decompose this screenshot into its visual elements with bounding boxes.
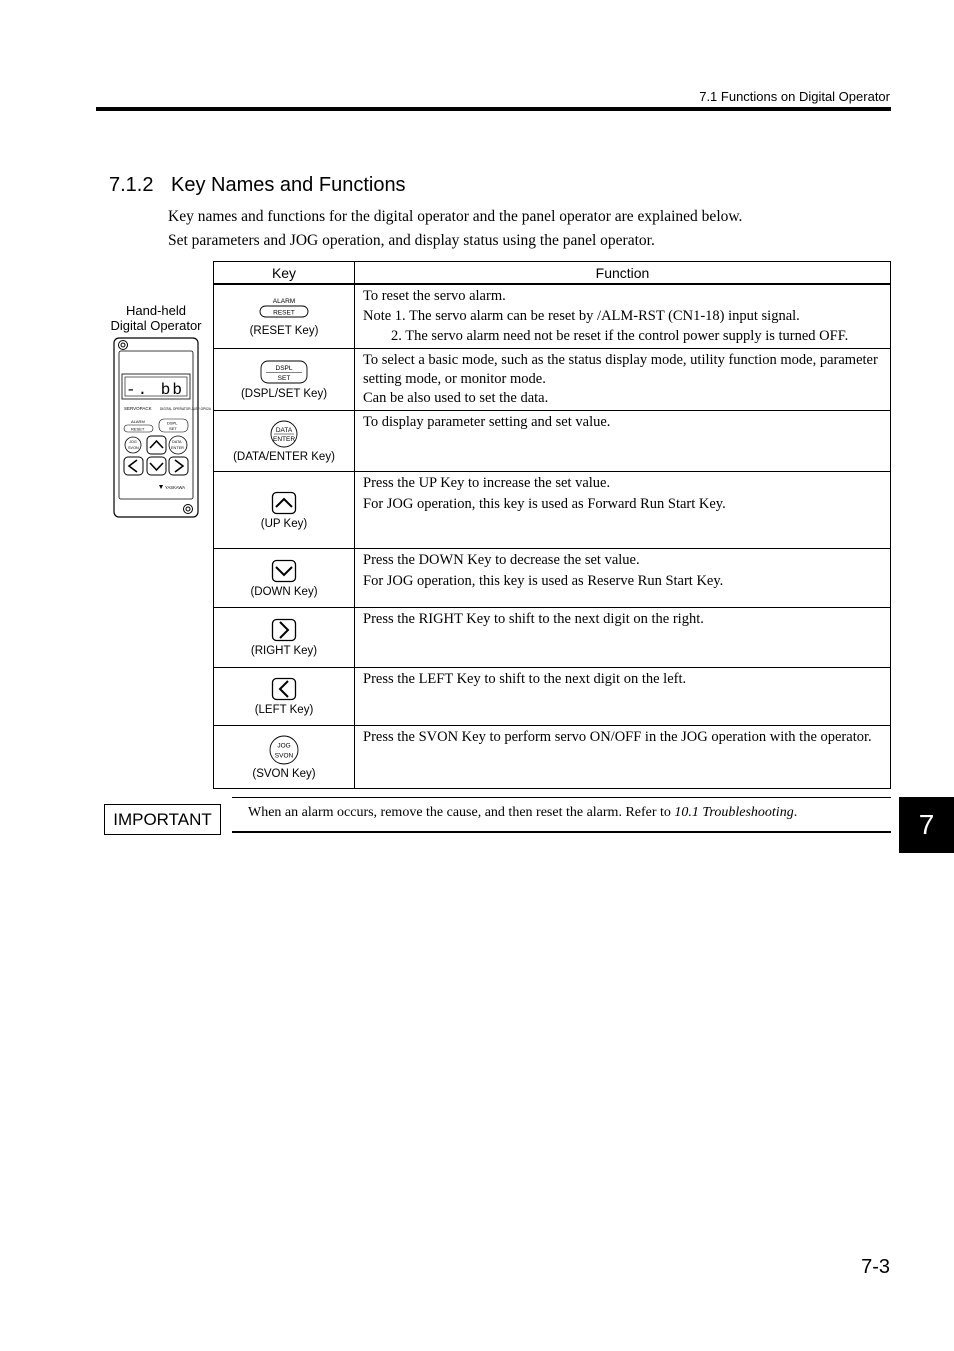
data-key-bottom-label: ENTER — [272, 435, 296, 443]
key-caption-data-enter: (DATA/ENTER Key) — [233, 450, 335, 463]
table-row-down — [214, 549, 891, 608]
important-text-after: . — [793, 805, 798, 820]
device-display-text: -. bb — [126, 381, 185, 399]
important-text-before: When an alarm occurs, remove the cause, and then reset the alarm. Refer to — [248, 805, 675, 820]
function-text: Press the DOWN Key to decrease the set value. — [363, 552, 640, 568]
key-function-table — [213, 261, 891, 789]
function-text: Can be also used to set the data. — [363, 390, 549, 406]
section-heading — [109, 174, 406, 197]
reset-key-bottom-label: RESET — [273, 309, 295, 317]
table-row-left — [214, 668, 891, 726]
function-cell-data-enter — [355, 411, 891, 472]
device-label-svon: SVON — [128, 446, 139, 450]
function-text: For JOG operation, this key is used as Reserve Run Start Key. — [363, 573, 724, 589]
device-label-reset: RESET — [131, 426, 145, 432]
data-enter-key-icon — [267, 420, 301, 448]
function-text: Press the RIGHT Key to shift to the next digit on the right. — [363, 611, 704, 627]
key-caption-left: (LEFT Key) — [254, 704, 314, 716]
function-cell-reset — [355, 284, 891, 349]
function-cell-right — [355, 608, 891, 668]
key-cell-left — [214, 668, 355, 726]
key-cell-down — [214, 549, 355, 608]
function-text: To select a basic mode, such as the status display mode, utility function mode, parameter setting mode, or monitor mode. — [363, 352, 878, 387]
device-label-data: DATA — [172, 440, 182, 444]
device-label-jog: JOG — [129, 440, 137, 444]
section-title: Key Names and Functions — [171, 174, 406, 196]
function-cell-svon — [355, 726, 891, 789]
intro-line-1: Key names and functions for the digital operator and the panel operator are explained below. — [168, 208, 743, 225]
page-number: 7-3 — [861, 1256, 890, 1278]
key-caption-right: (RIGHT Key) — [250, 645, 318, 657]
key-cell-data-enter — [214, 411, 355, 472]
important-rule-top — [232, 797, 891, 798]
svon-key-bottom-label: SVON — [274, 752, 294, 759]
table-row-svon — [214, 726, 891, 789]
function-cell-down — [355, 549, 891, 608]
left-key-icon — [271, 677, 297, 701]
header-key: Key — [214, 262, 355, 285]
jog-svon-key-icon — [267, 735, 301, 765]
chapter-tab: 7 — [899, 797, 954, 853]
running-header: 7.1 Functions on Digital Operator — [699, 89, 890, 104]
dspl-key-top-label: DSPL — [275, 365, 293, 372]
device-label-alarm: ALARM — [131, 419, 145, 424]
device-label-servopack: SERVOPACK — [124, 406, 152, 411]
table-row-data-enter — [214, 411, 891, 472]
key-caption-up: (UP Key) — [260, 517, 308, 530]
device-caption-line-1: Hand-held — [126, 303, 186, 318]
important-rule-bottom — [232, 831, 891, 833]
header-function: Function — [355, 262, 891, 285]
data-key-top-label: DATA — [275, 426, 293, 434]
alarm-reset-key-icon — [257, 296, 311, 322]
function-text: To reset the servo alarm. — [363, 288, 506, 304]
key-cell-up — [214, 472, 355, 549]
dspl-key-bottom-label: SET — [277, 375, 291, 382]
important-label: IMPORTANT — [104, 804, 221, 835]
device-label-dspl: DSPL — [167, 420, 178, 426]
header-rule — [96, 107, 891, 111]
table-row-up — [214, 472, 891, 549]
important-note — [248, 805, 797, 821]
table-row-dspl-set — [214, 349, 891, 411]
down-key-icon — [271, 559, 297, 583]
function-text: For JOG operation, this key is used as Forward Run Start Key. — [363, 496, 726, 512]
function-text: Press the LEFT Key to shift to the next digit on the left. — [363, 671, 687, 687]
key-cell-right — [214, 608, 355, 668]
intro-line-2: Set parameters and JOG operation, and display status using the panel operator. — [168, 232, 655, 249]
up-key-icon — [271, 491, 297, 515]
right-key-icon — [271, 618, 297, 642]
function-cell-dspl-set — [355, 349, 891, 411]
device-brand: YASKAWA — [165, 485, 186, 490]
key-caption-dspl-set: (DSPL/SET Key) — [240, 388, 328, 400]
device-label-set: SET — [169, 426, 177, 431]
key-cell-svon — [214, 726, 355, 789]
troubleshooting-reference: 10.1 Troubleshooting — [674, 805, 794, 820]
key-cell-reset — [214, 284, 355, 349]
table-row-reset — [214, 284, 891, 349]
device-label-enter: ENTER — [171, 446, 184, 450]
function-note-2: 2. The servo alarm need not be reset if the control power supply is turned OFF. — [391, 328, 849, 344]
svon-key-top-label: JOG — [277, 742, 291, 749]
function-cell-up — [355, 472, 891, 549]
device-caption-line-2: Digital Operator — [110, 318, 202, 333]
function-note-1: Note 1. The servo alarm can be reset by /ALM-RST (CN1-18) input signal. — [363, 308, 800, 324]
digital-operator-illustration — [113, 337, 211, 519]
function-text: Press the SVON Key to perform servo ON/OFF in the JOG operation with the operator. — [363, 729, 872, 745]
dspl-set-key-icon — [257, 359, 311, 385]
reset-key-top-label: ALARM — [272, 298, 296, 305]
function-text: Press the UP Key to increase the set value. — [363, 475, 611, 491]
function-cell-left — [355, 668, 891, 726]
function-text: To display parameter setting and set value. — [363, 414, 611, 430]
key-caption-svon: (SVON Key) — [252, 767, 316, 780]
device-caption — [104, 303, 208, 333]
table-header-row — [214, 262, 891, 285]
key-caption-down: (DOWN Key) — [250, 585, 318, 598]
device-label-digital-operator: DIGITAL OPERATOR JUSP-OP02A — [160, 407, 211, 411]
key-caption-reset: (RESET Key) — [249, 325, 319, 337]
table-row-right — [214, 608, 891, 668]
section-number: 7.1.2 — [109, 174, 154, 196]
key-cell-dspl-set — [214, 349, 355, 411]
